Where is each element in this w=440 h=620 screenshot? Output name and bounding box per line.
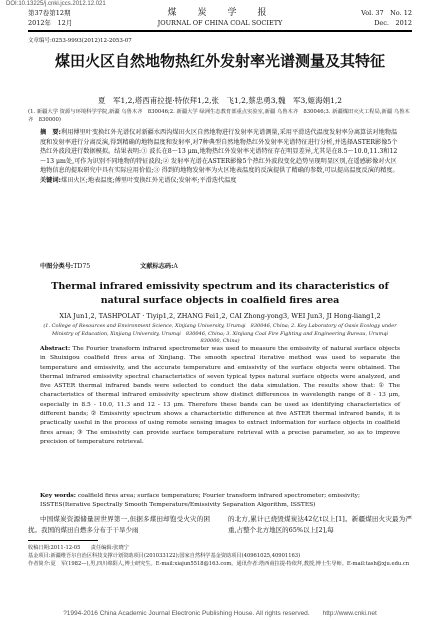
doc-code-label: 文献标志码: — [140, 263, 174, 270]
classification — [40, 261, 400, 270]
abstract-zh-text: 利用傅里叶变换红外光谱仪对新疆水西沟煤田火区自然地物进行发射率光谱测量,采用平滑迭代温度发射率分离算法对地物温度和发射率进行分离反演,得到精确的地物温度和发射率,对7种典型自然地物热红外发射率光谱特征进行分析,并选择ASTER影像5个热红外波段进行数据模拟。结果表明:① 波长在8～13 μm,地物热红外发射率光谱特征存在明显差异,尤其是在8.5～10.0,11.3和12～13 μm处,可作为识别不同地物的特征波段;② 发射率光谱在ASTER影像5个热红外波段变化趋势呈现明显区别,在遥感影像对火区地物信息的提取研究中具有实际应用价值;③ 得到的地物发射率为火区地表温度的反演提供了精确的参数,可以提高温度反演的精度。 — [40, 129, 399, 175]
authors-zh: 夏 军1,2,塔西甫拉提·特依拜1,2,张 飞1,2,蔡忠勇3,魏 军3,姬海娟1,2 — [97, 96, 343, 105]
body-text-right: 的北方,累计已烧毁煤炭达42亿t以上[1]。新疆煤田火灾最为严重,占整个北方地区的65%以上[2],每 — [228, 515, 412, 534]
header-rule — [28, 31, 412, 32]
title-en: Thermal infrared emissivity spectrum and its characteristics of natural surface objects in coalfield fires area — [51, 281, 389, 306]
abstract-en-text: The Fourier transform infrared spectrometer was used to measure the emissivity of natural surface objects in Shuixigou coalfield fires area of Xinjiang. The smooth spectral iterative method was used to separate the temperature and emissivity, and the accurate temperature and emissivity of the surface objects were obtained. The thermal infrared emissivity spectral characteristics of seven typical types natural surface objects were analyzed, and five ASTER thermal infrared bands were selected to conduct the data simulation. The results show that: ① The characteristics of thermal infrared emissivity spectrum show distinct differences in wavelength range of 8 - 13 μm, especially in 8.5 - 10.0, 11.3 and 12 - 13 μm. Therefore these bands can be used as identifying characteristics of different bands; ② Emissivity spectrum shows a characteristic difference at five ASTER thermal infrared bands, it is practically useful in the process of using remote sensing images to extract information for surface objects in coalfield fires areas; ③ The emissivity can provide surface temperature retrieval with a precise parameter, so as to improve precision of temperature retrieval. — [40, 346, 400, 445]
doc-code-value: A — [173, 263, 178, 270]
footnote-received: 收稿日期:2011-12-05 责任编辑:张晓宁 — [28, 545, 129, 551]
journal-name-zh: 煤 炭 学 报 — [167, 8, 273, 18]
volume-zh: 第37卷第12期 — [28, 9, 71, 17]
authors-en: XIA Jun1,2, TASHPOLAT · Tiyip1,2, ZHANG Fei1,2, CAI Zhong-yong3, WEI Jun3, JI Hong-liang1,2 — [59, 312, 381, 320]
clc-value: TD75 — [73, 263, 91, 270]
doc-code — [140, 261, 202, 270]
abstract-zh — [40, 128, 400, 186]
article-number: 文章编号:0253-9993(2012)12-2053-07 — [28, 38, 132, 44]
abstract-en-label: Abstract: — [40, 345, 71, 352]
volume-en: Vol. 37 No. 12 — [361, 9, 412, 17]
abstract-zh-label: 摘 要: — [40, 129, 62, 136]
footnote-author: 作者简介:夏 军(1982—),男,四川绵阳人,博士研究生。E-mail:xiajun5518@163.com。通讯作者:塔西甫拉提·特依拜,教授,博士生导师。E-mail:tash@xju.edu.cn — [28, 561, 410, 567]
date-zh: 2012年 12月 — [28, 19, 73, 27]
copyright: ?1994-2016 China Academic Journal Electronic Publishing House. All rights reserved. http://www.cnki.net — [63, 610, 377, 617]
keywords-zh-label: 关键词: — [40, 176, 62, 184]
journal-header — [28, 8, 412, 31]
abstract-en — [40, 344, 400, 447]
doi: DOI:10.13225/j.cnki.jccs.2012.12.021 — [6, 1, 106, 7]
keywords-en-text: coalfield fires area; surface temperature; Fourier transform infrared spectrometer; emissivity; ISSTES(Iterative Spectrally Smooth Temperature/Emissivity Separation Algorithm, ISSTES) — [40, 493, 360, 509]
affiliations-en: (1. College of Resources and Environment Science, Xinjiang University, Urumqi 830046, China; 2. Key Laboratory of Oasis Ecology under Ministry of Education, Xinjiang University, Urumqi 830046, China; 3. Xinjiang Coal Fire Fighting and Engineering Bureau, Urumqi 830000, China) — [43, 323, 397, 344]
keywords-en — [40, 491, 400, 511]
footnote-fund: 基金项目:新疆维吾尔自治区科技支撑计划资助项目(201033122);国家自然科学基金资助项目(40961025,40901163) — [28, 553, 301, 559]
keywords-zh-text: 煤田火区;地表温度;傅里叶变换红外光谱仪;发射率;平滑迭代温度 — [61, 176, 237, 184]
clc-label: 中图分类号: — [40, 263, 74, 270]
footnote — [28, 544, 412, 568]
journal-name-en: JOURNAL OF CHINA COAL SOCIETY — [157, 19, 283, 27]
clc-code — [40, 261, 114, 270]
date-en: Dec. 2012 — [374, 19, 412, 27]
title-zh: 煤田火区自然地物热红外发射率光谱测量及其特征 — [54, 52, 385, 70]
body-text-left: 中国煤炭资源储量居世界第一,但据多煤田却饱受火灾的困扰。我国的煤田自燃多分布于干旱少雨 — [28, 515, 210, 534]
keywords-en-label: Key words: — [40, 492, 76, 499]
footnote-rule — [28, 540, 98, 541]
affiliations-zh: (1. 新疆大学 资源与环境科学学院,新疆 乌鲁木齐 830046;2. 新疆大学 绿洲生态教育部重点实验室,新疆 乌鲁木齐 830046;3. 新疆煤田灭火工程局,新疆 乌鲁木齐 830000) — [28, 109, 410, 123]
